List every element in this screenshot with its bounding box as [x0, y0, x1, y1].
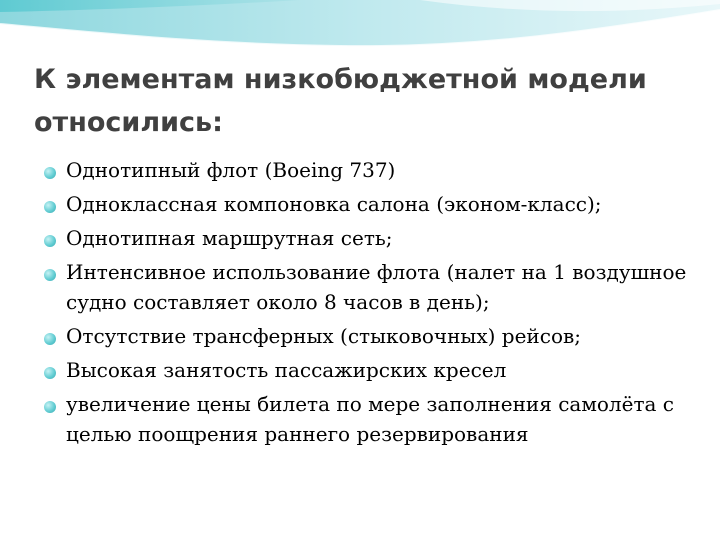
- bullet-dot-icon: [44, 269, 56, 281]
- list-item: [44, 223, 694, 253]
- bullet-list: [44, 155, 694, 453]
- bullet-text: Однотипная маршрутная сеть;: [66, 226, 393, 250]
- bullet-text: Высокая занятость пассажирских кресел: [66, 358, 507, 382]
- list-item: [44, 355, 694, 385]
- bullet-dot-icon: [44, 167, 56, 179]
- slide-title: К элементам низкобюджетной модели относились:: [34, 64, 647, 138]
- bullet-dot-icon: [44, 235, 56, 247]
- bullet-dot-icon: [44, 367, 56, 379]
- bullet-text: Интенсивное использование флота (налет на 1 воздушное судно составляет около 8 часов в день);: [66, 260, 687, 314]
- list-item: [44, 155, 694, 185]
- bullet-dot-icon: [44, 333, 56, 345]
- list-item: [44, 389, 694, 449]
- list-item: [44, 321, 694, 351]
- list-item: [44, 189, 694, 219]
- bullet-dot-icon: [44, 401, 56, 413]
- bullet-text: Одноклассная компоновка салона (эконом-класс);: [66, 192, 602, 216]
- list-item: [44, 257, 694, 317]
- bullet-text: Отсутствие трансферных (стыковочных) рейсов;: [66, 324, 581, 348]
- bullet-text: Однотипный флот (Boeing 737): [66, 158, 396, 182]
- bullet-dot-icon: [44, 201, 56, 213]
- bullet-text: увеличение цены билета по мере заполнения самолёта с целью поощрения раннего резервирования: [66, 392, 675, 446]
